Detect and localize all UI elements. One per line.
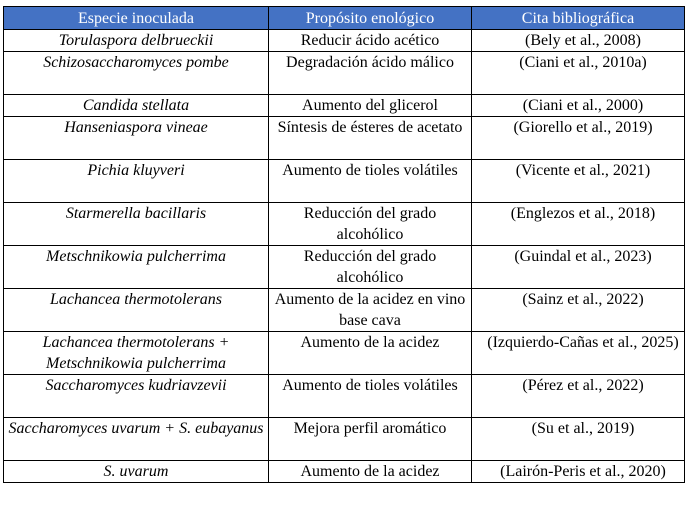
table-row [4, 30, 685, 52]
purpose-cell: Aumento del glicerol [269, 95, 472, 117]
header-purpose: Propósito enológico [269, 7, 472, 30]
purpose-cell: Aumento de la acidez [269, 332, 472, 375]
species-cell: Lachancea thermotolerans + Metschnikowia pulcherrima [4, 332, 269, 375]
species-cell: Saccharomyces kudriavzevii [4, 375, 269, 418]
species-cell: S. uvarum [4, 461, 269, 483]
purpose-cell: Aumento de la acidez [269, 461, 472, 483]
table-row [4, 160, 685, 203]
citation-cell: (Ciani et al., 2010a) [472, 52, 685, 95]
citation-cell: (Lairón-Peris et al., 2020) [472, 461, 685, 483]
citation-cell: (Englezos et al., 2018) [472, 203, 685, 246]
purpose-cell: Aumento de tioles volátiles [269, 375, 472, 418]
table-row [4, 52, 685, 95]
purpose-cell: Mejora perfil aromático [269, 418, 472, 461]
species-cell: Schizosaccharomyces pombe [4, 52, 269, 95]
purpose-cell: Aumento de la acidez en vino base cava [269, 289, 472, 332]
species-cell: Candida stellata [4, 95, 269, 117]
document-page [3, 6, 685, 483]
table-row [4, 418, 685, 461]
table-row [4, 461, 685, 483]
citation-cell: (Su et al., 2019) [472, 418, 685, 461]
table-row [4, 203, 685, 246]
citation-cell: (Ciani et al., 2000) [472, 95, 685, 117]
purpose-cell: Síntesis de ésteres de acetato [269, 117, 472, 160]
citation-cell: (Bely et al., 2008) [472, 30, 685, 52]
citation-cell: (Pérez et al., 2022) [472, 375, 685, 418]
species-cell: Torulaspora delbrueckii [4, 30, 269, 52]
purpose-cell: Reducir ácido acético [269, 30, 472, 52]
table-row [4, 332, 685, 375]
species-cell: Hanseniaspora vineae [4, 117, 269, 160]
header-species: Especie inoculada [4, 7, 269, 30]
table-header-row [4, 7, 685, 30]
header-citation: Cita bibliográfica [472, 7, 685, 30]
purpose-cell: Reducción del grado alcohólico [269, 203, 472, 246]
purpose-cell: Degradación ácido málico [269, 52, 472, 95]
table-row [4, 95, 685, 117]
species-cell: Lachancea thermotolerans [4, 289, 269, 332]
table-row [4, 375, 685, 418]
species-cell: Pichia kluyveri [4, 160, 269, 203]
citation-cell: (Vicente et al., 2021) [472, 160, 685, 203]
citation-cell: (Izquierdo-Cañas et al., 2025) [472, 332, 685, 375]
purpose-cell: Aumento de tioles volátiles [269, 160, 472, 203]
table-row [4, 289, 685, 332]
table-row [4, 246, 685, 289]
yeast-species-table [3, 6, 685, 483]
citation-cell: (Sainz et al., 2022) [472, 289, 685, 332]
species-cell: Metschnikowia pulcherrima [4, 246, 269, 289]
species-cell: Starmerella bacillaris [4, 203, 269, 246]
purpose-cell: Reducción del grado alcohólico [269, 246, 472, 289]
citation-cell: (Giorello et al., 2019) [472, 117, 685, 160]
species-cell: Saccharomyces uvarum + S. eubayanus [4, 418, 269, 461]
citation-cell: (Guindal et al., 2023) [472, 246, 685, 289]
table-row [4, 117, 685, 160]
